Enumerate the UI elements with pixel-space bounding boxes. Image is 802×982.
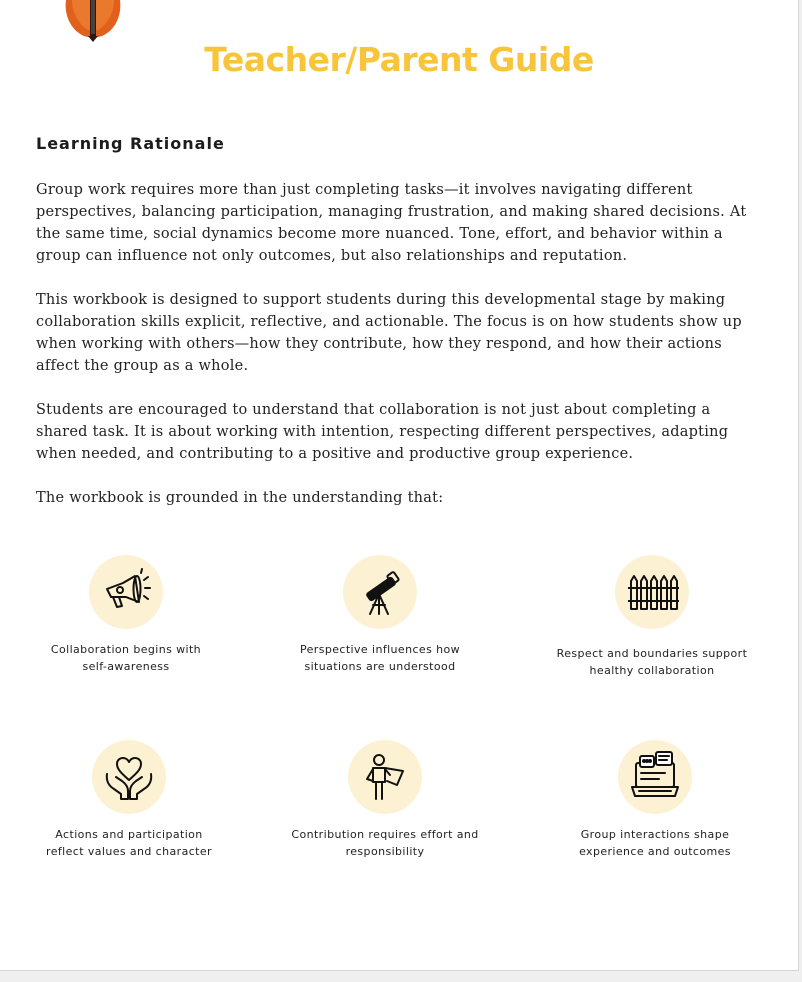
icon-circle (92, 740, 166, 814)
violin-logo-icon (62, 0, 124, 42)
principle-caption: Group interactions shape experience and outcomes (579, 828, 731, 858)
icon-circle (618, 740, 692, 814)
laptop-chat-icon (627, 749, 683, 805)
rationale-intro-line: The workbook is grounded in the understanding that: (36, 490, 444, 506)
icon-circle (89, 555, 163, 629)
principle-item (11, 555, 241, 675)
principle-item (540, 740, 770, 860)
principle-caption: Collaboration begins with self-awareness (50, 643, 202, 673)
fence-icon (624, 564, 680, 620)
section-heading: Learning Rationale (36, 134, 225, 153)
principle-caption: Respect and boundaries support healthy collaboration (556, 647, 748, 677)
principle-caption: Perspective influences how situations are understood (299, 643, 460, 673)
page-title: Teacher/Parent Guide (204, 40, 594, 79)
icon-circle (348, 740, 422, 814)
rationale-paragraph-3: Students are encouraged to understand that collaboration is not just about completing a shared task. It is about working with intention, respecting different perspectives, adapting when needed, and contributing to a positive and productive group experience. (36, 402, 729, 462)
principle-caption: Actions and participation reflect values and character (46, 828, 212, 858)
icon-circle (615, 555, 689, 629)
principle-item (265, 555, 495, 675)
rationale-paragraph-1: Group work requires more than just completing tasks—it involves navigating different perspectives, balancing participation, managing frustration, and making shared decisions. At the same time, social dynamics become more nuanced. Tone, effort, and behavior within a group can influence not only outcomes, but also relationships and reputation. (36, 182, 747, 264)
principle-item (537, 555, 767, 679)
principle-item (14, 740, 244, 860)
rationale-paragraph-2: This workbook is designed to support students during this developmental stage by making collaboration skills explicit, reflective, and actionable. The focus is on how students show up when working with others—how they contribute, how they respond, and how their actions affect the group as a whole. (36, 292, 742, 374)
telescope-icon (352, 564, 408, 620)
hero-person-icon (357, 749, 413, 805)
principle-caption: Contribution requires effort and responsibility (291, 828, 479, 858)
principle-item (270, 740, 500, 860)
heart-hands-icon (101, 749, 157, 805)
megaphone-icon (98, 564, 154, 620)
icon-circle (343, 555, 417, 629)
